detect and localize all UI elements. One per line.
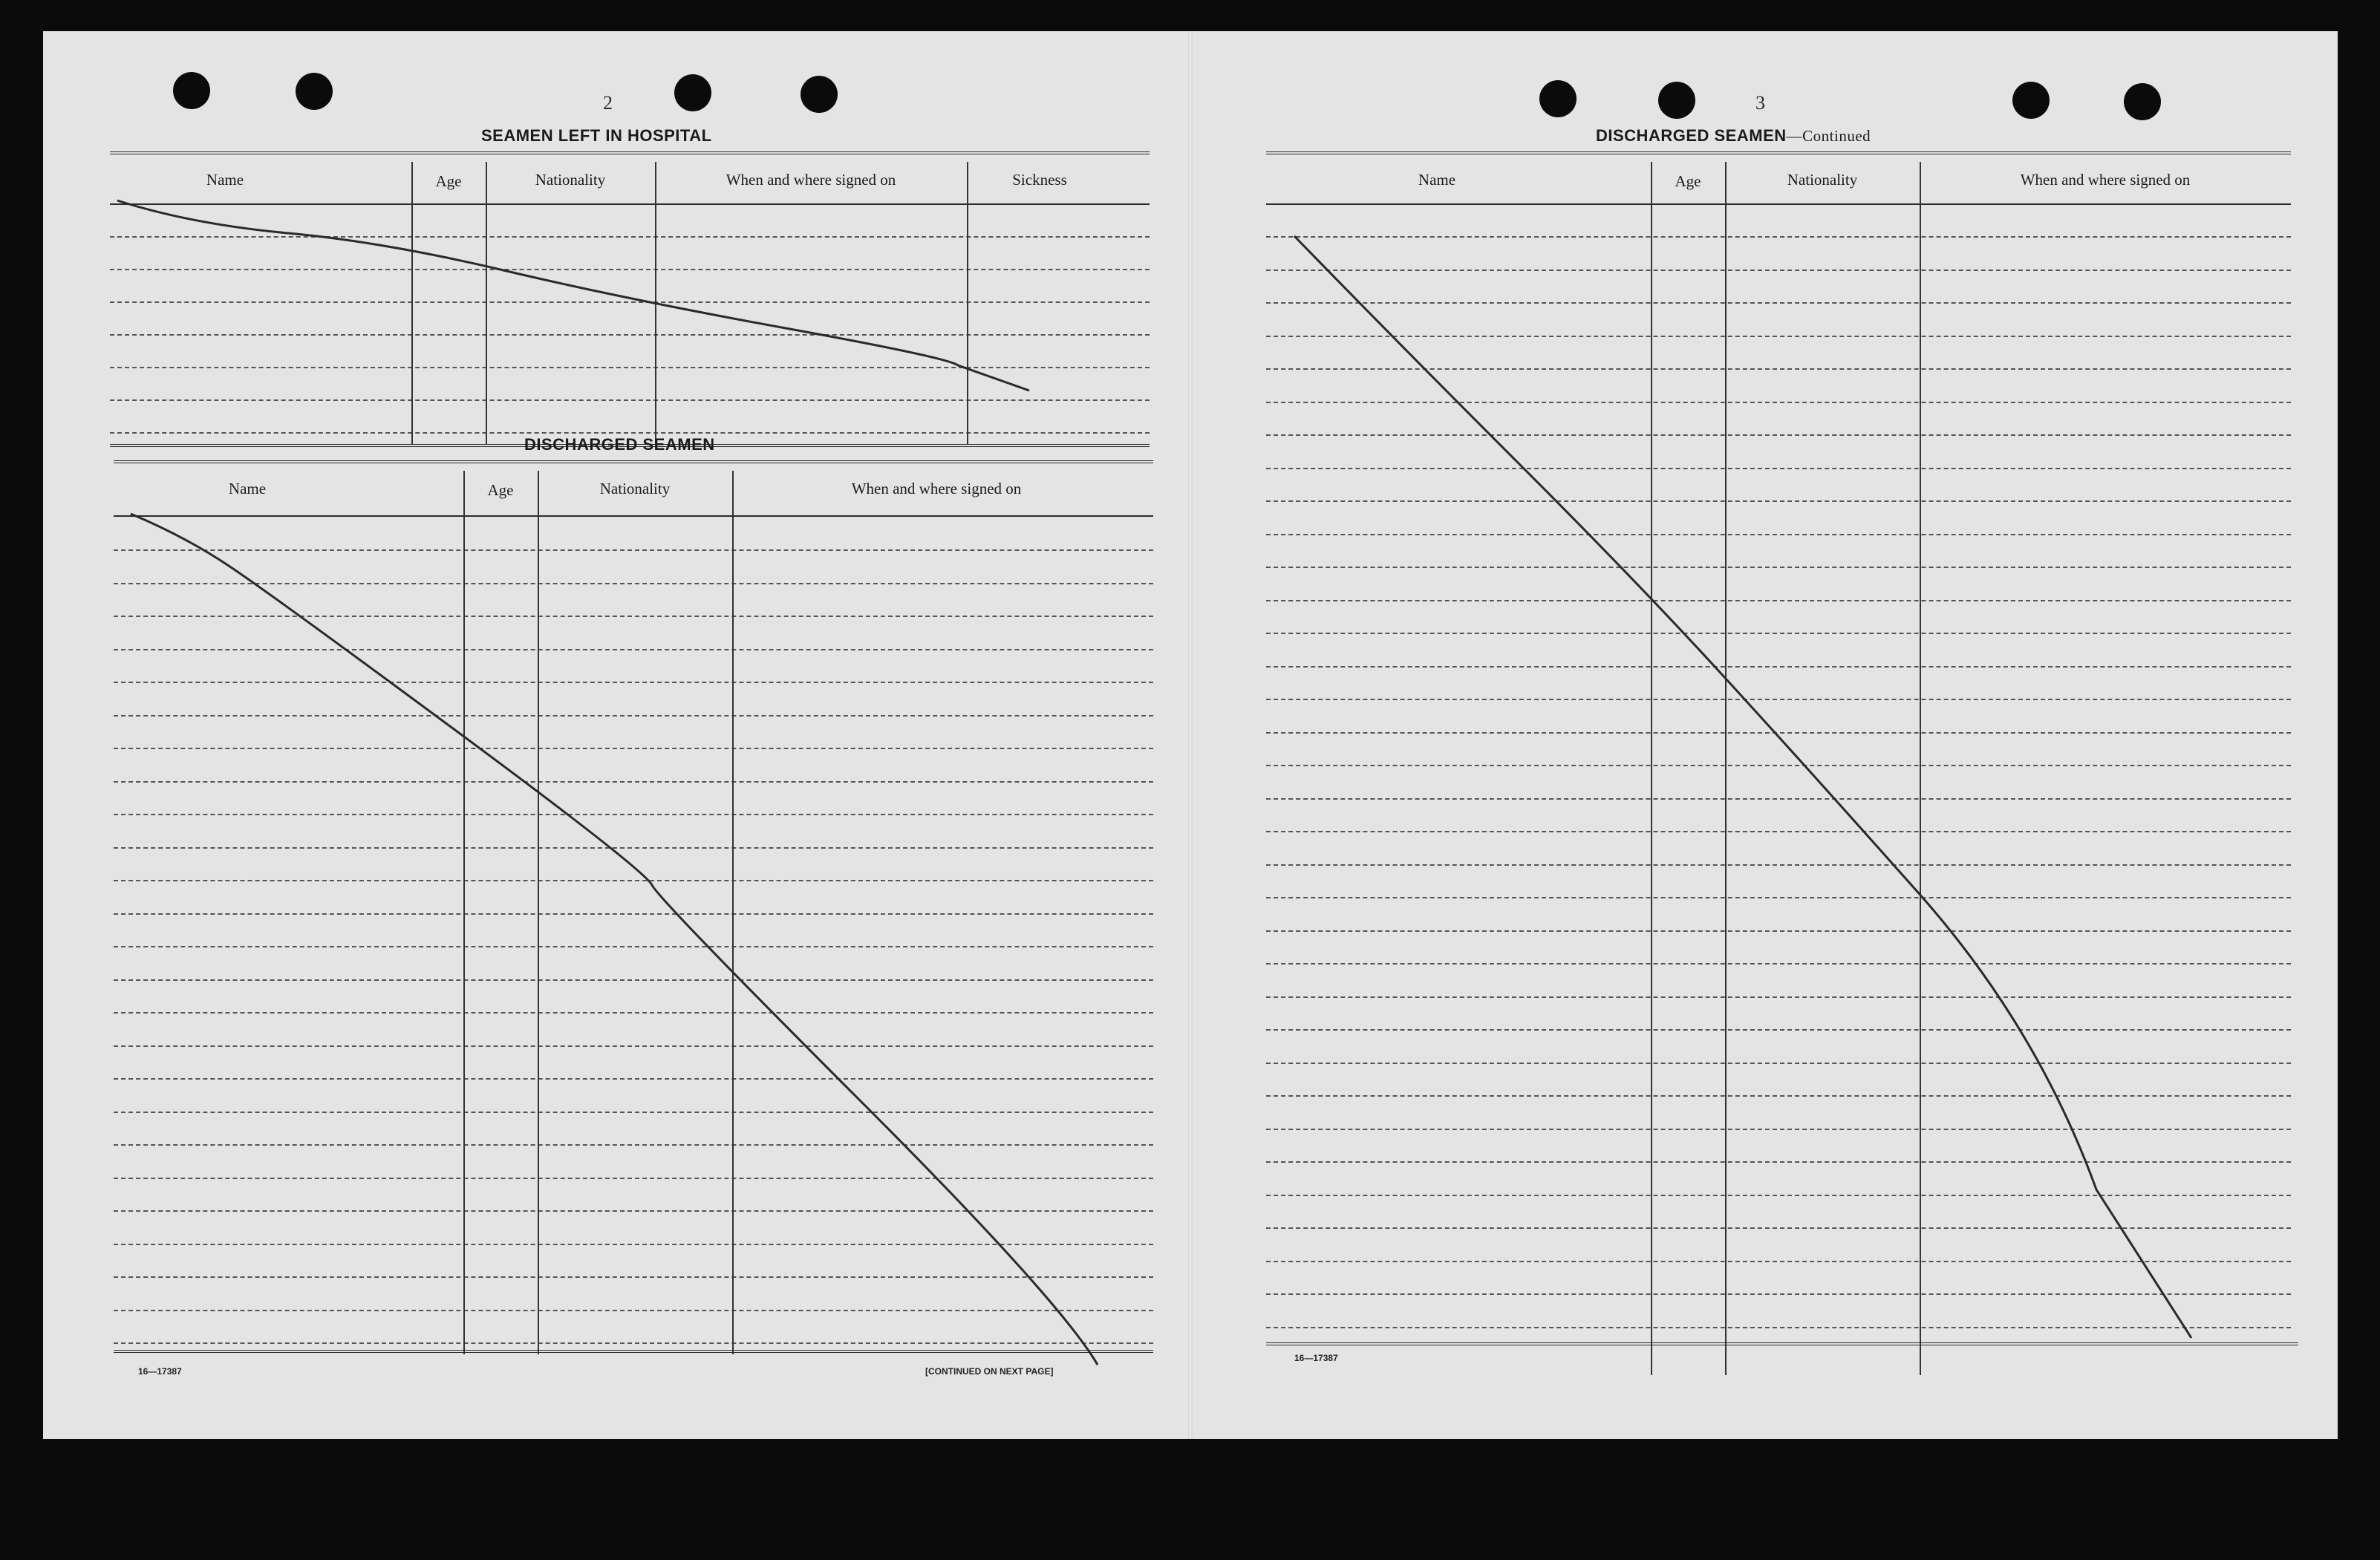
discharged-section-title: DISCHARGED SEAMEN: [524, 435, 715, 454]
col-when-where: When and where signed on: [2020, 171, 2191, 189]
col-nationality: Nationality: [535, 171, 606, 189]
section-title-text: DISCHARGED SEAMEN: [1596, 126, 1787, 145]
col-when-where: When and where signed on: [726, 171, 896, 189]
left-page: [43, 31, 1190, 1439]
col-name: Name: [1418, 171, 1456, 189]
strike-through-lines: [1190, 31, 2338, 1439]
col-nationality: Nationality: [599, 480, 671, 497]
col-age: Age: [435, 172, 462, 190]
col-sickness: Sickness: [1012, 171, 1067, 189]
ledger-sheet: [43, 31, 2338, 1439]
continued-note: [CONTINUED ON NEXT PAGE]: [925, 1366, 1054, 1377]
section-title-suffix: —Continued: [1786, 127, 1871, 145]
col-name: Name: [228, 480, 267, 497]
col-age: Age: [487, 481, 514, 499]
form-number: 16—17387: [1294, 1353, 1338, 1363]
page-number: 2: [603, 92, 613, 114]
col-age: Age: [1675, 172, 1701, 190]
page-number: 3: [1755, 92, 1765, 114]
col-when-where: When and where signed on: [851, 480, 1022, 497]
hospital-section-title: SEAMEN LEFT IN HOSPITAL: [481, 126, 712, 145]
col-nationality: Nationality: [1787, 171, 1858, 189]
strike-through-lines: [43, 31, 1190, 1439]
right-page: [1190, 31, 2338, 1439]
form-number: 16—17387: [138, 1366, 182, 1377]
col-name: Name: [206, 171, 244, 189]
